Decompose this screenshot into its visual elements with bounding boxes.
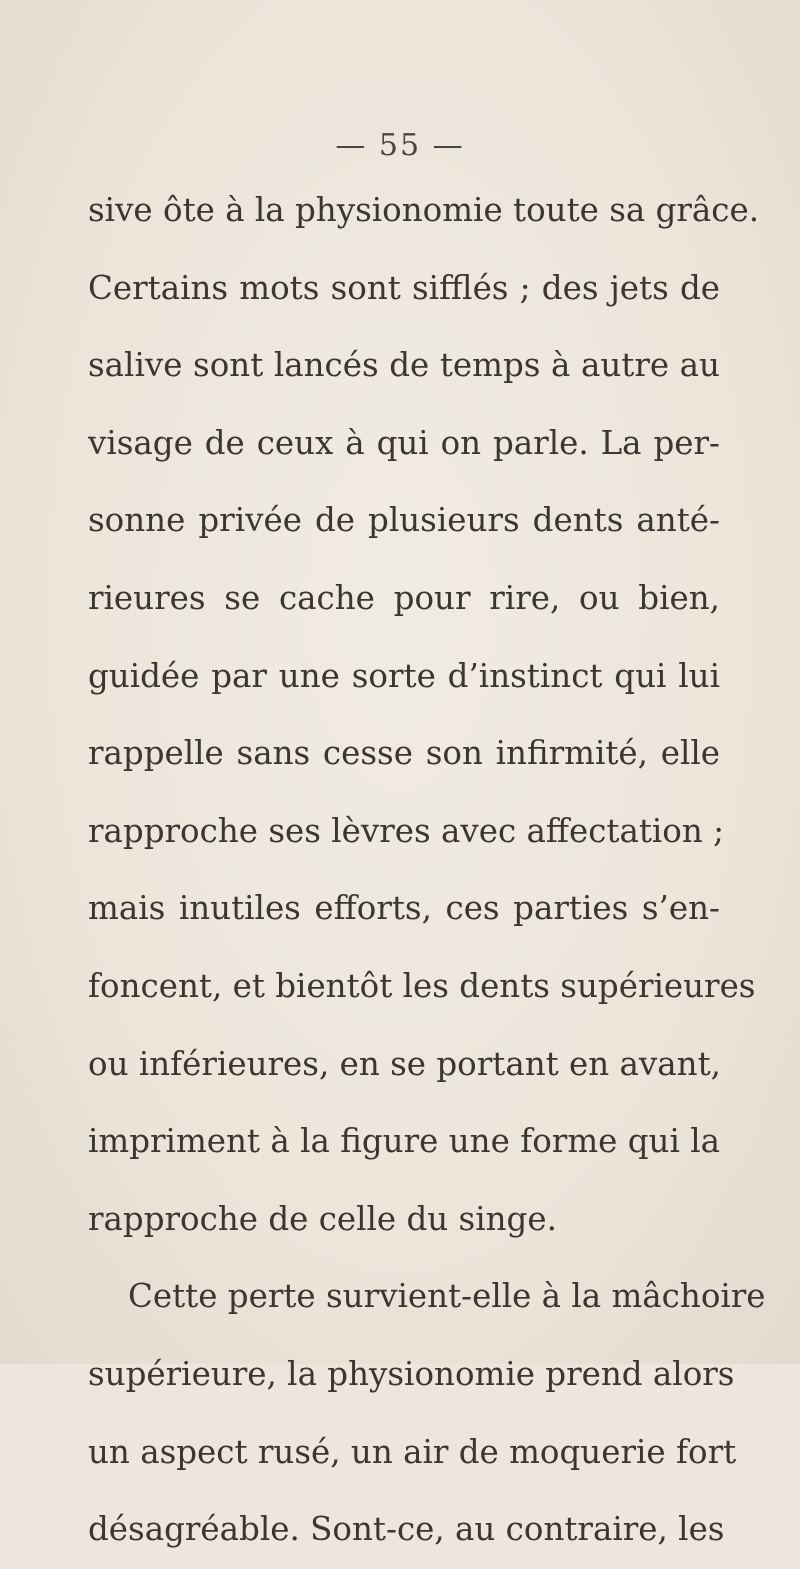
text-line: rapproche ses lèvres avec affectation ; [88, 811, 725, 850]
text-line: impriment à la figure une forme qui la [88, 1122, 720, 1161]
text-line: foncent, et bientôt les dents supérieures [88, 966, 756, 1005]
text-line: guidée par une sorte d’instinct qui lui [88, 656, 720, 695]
text-line: sive ôte à la physionomie toute sa grâce. [88, 191, 760, 229]
text-line: mais inutiles efforts, ces parties s’en- [88, 889, 720, 928]
text-line: salive sont lancés de temps à autre au [88, 346, 720, 385]
text-line: sonne privée de plusieurs dents anté- [88, 501, 720, 540]
body-text [88, 172, 766, 1569]
text-line: supérieure, la physionomie prend alors [88, 1354, 735, 1393]
text-line: Certains mots sont sifflés ; des jets de [88, 268, 720, 307]
paragraph-first-line: Cette perte survient-elle à la mâchoire [128, 1277, 766, 1316]
text-line: ou inférieures, en se portant en avant, [88, 1044, 721, 1083]
text-line: un aspect rusé, un air de moquerie fort [88, 1432, 737, 1471]
text-line: désagréable. Sont-ce, au contraire, les [88, 1510, 725, 1549]
text-line: rapproche de celle du singe. [88, 1199, 557, 1238]
page-number: — 55 — [335, 128, 465, 163]
text-line: rieures se cache pour rire, ou bien, [88, 578, 720, 617]
text-line: rappelle sans cesse son infirmité, elle [88, 734, 720, 773]
text-line: visage de ceux à qui on parle. La per- [88, 423, 720, 462]
